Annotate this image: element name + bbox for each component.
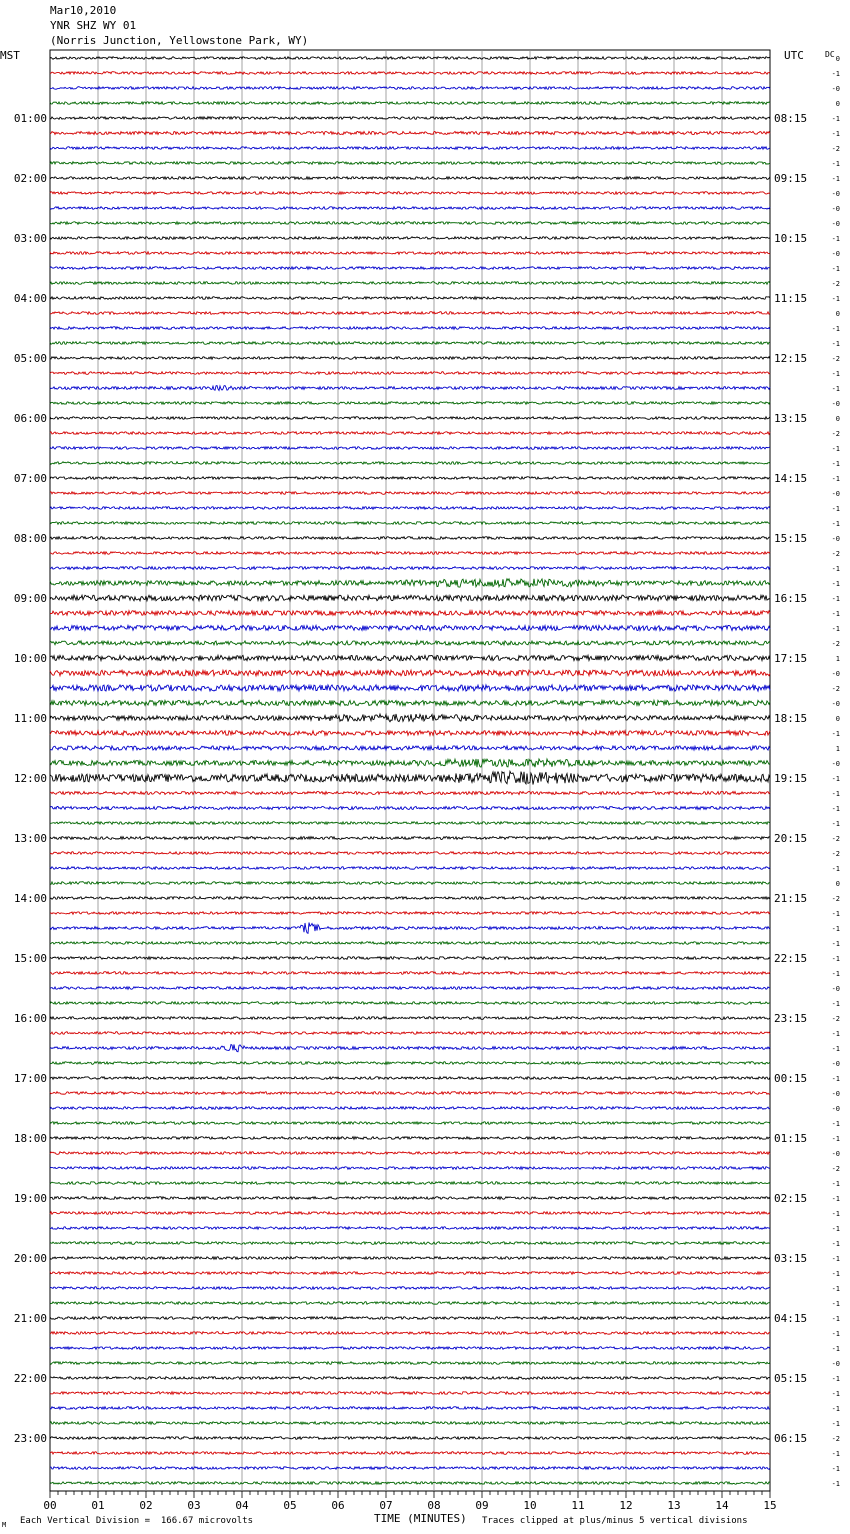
dc-offset-label: -1	[831, 1255, 840, 1263]
dc-offset-label: -1	[831, 955, 840, 963]
seismic-trace	[50, 402, 770, 405]
seismic-trace	[50, 822, 770, 825]
right-hour-label: 03:15	[774, 1252, 808, 1265]
seismic-trace	[50, 102, 770, 105]
dc-offset-label: -0	[831, 535, 840, 543]
dc-offset-label: -1	[831, 1135, 840, 1143]
dc-offset-label: -2	[831, 145, 840, 153]
right-hour-label: 11:15	[774, 292, 808, 305]
dc-offset-label: -1	[831, 1180, 840, 1188]
left-hour-label: 05:00	[13, 352, 47, 365]
dc-offset-label: -2	[831, 895, 840, 903]
dc-offset-label: -2	[831, 430, 840, 438]
right-hour-label: 13:15	[774, 412, 808, 425]
seismic-trace	[50, 282, 770, 285]
dc-offset-label: 1	[835, 745, 840, 753]
left-hour-label: 15:00	[13, 952, 47, 965]
seismic-trace	[50, 1332, 770, 1335]
dc-offset-label: -2	[831, 640, 840, 648]
dc-offset-label: -1	[831, 370, 840, 378]
right-hour-label: 10:15	[774, 232, 808, 245]
dc-offset-label: 0	[835, 415, 840, 423]
seismic-trace	[50, 207, 770, 210]
seismic-trace	[50, 897, 770, 900]
right-hour-label: 20:15	[774, 832, 808, 845]
seismic-trace	[50, 1362, 770, 1365]
seismic-trace	[50, 162, 770, 165]
seismic-trace	[50, 806, 770, 809]
dc-offset-label: -1	[831, 295, 840, 303]
left-hour-label: 06:00	[13, 412, 47, 425]
dc-offset-label: -1	[831, 1405, 840, 1413]
x-tick-label: 02	[139, 1499, 153, 1512]
right-hour-label: 05:15	[774, 1372, 808, 1385]
dc-offset-label: -2	[831, 1435, 840, 1443]
dc-offset-label: -0	[831, 670, 840, 678]
dc-offset-label: -1	[831, 1315, 840, 1323]
seismic-trace	[50, 312, 770, 315]
dc-offset-label: -1	[831, 610, 840, 618]
x-tick-label: 06	[331, 1499, 345, 1512]
left-hour-label: 13:00	[13, 832, 47, 845]
seismic-trace	[50, 1167, 770, 1170]
dc-offset-label: -1	[831, 520, 840, 528]
dc-offset-label: -1	[831, 1465, 840, 1473]
x-tick-label: 04	[235, 1499, 249, 1512]
seismic-trace	[50, 1107, 770, 1110]
dc-offset-label: -1	[831, 1390, 840, 1398]
seismic-trace	[50, 177, 770, 180]
x-tick-label: 05	[283, 1499, 297, 1512]
dc-offset-label: 1	[835, 655, 840, 663]
seismic-trace	[50, 611, 770, 616]
seismic-trace	[50, 567, 770, 570]
right-hour-label: 08:15	[774, 112, 808, 125]
right-zone-label: UTC	[784, 49, 804, 62]
x-tick-label: 00	[43, 1499, 57, 1512]
left-hour-label: 08:00	[13, 532, 47, 545]
dc-offset-label: -1	[831, 940, 840, 948]
left-hour-label: 07:00	[13, 472, 47, 485]
seismic-trace	[50, 1017, 770, 1020]
dc-offset-label: -2	[831, 355, 840, 363]
seismic-trace	[50, 252, 770, 255]
dc-offset-label: -1	[831, 1345, 840, 1353]
seismic-trace	[50, 655, 770, 660]
left-zone-label: MST	[0, 49, 20, 62]
dc-offset-label: -0	[831, 250, 840, 258]
dc-offset-label: -1	[831, 1210, 840, 1218]
seismic-trace	[50, 746, 770, 750]
seismic-trace	[50, 771, 770, 784]
dc-offset-label: -1	[831, 805, 840, 813]
dc-offset-label: -1	[831, 115, 840, 123]
right-hour-label: 17:15	[774, 652, 808, 665]
dc-offset-label: -1	[831, 925, 840, 933]
seismic-trace	[50, 1077, 770, 1080]
seismic-trace	[50, 327, 770, 330]
dc-offset-label: -2	[831, 835, 840, 843]
dc-offset-label: -1	[831, 70, 840, 78]
dc-offset-label: -1	[831, 1300, 840, 1308]
left-hour-label: 23:00	[13, 1432, 47, 1445]
left-hour-label: 22:00	[13, 1372, 47, 1385]
dc-offset-label: -1	[831, 1285, 840, 1293]
seismic-trace	[50, 922, 770, 933]
seismic-trace	[50, 432, 770, 435]
dc-offset-label: -1	[831, 160, 840, 168]
seismic-trace	[50, 837, 770, 840]
right-hour-label: 00:15	[774, 1072, 808, 1085]
left-hour-label: 18:00	[13, 1132, 47, 1145]
dc-offset-label: -1	[831, 730, 840, 738]
dc-offset-label: -1	[831, 775, 840, 783]
header-location: (Norris Junction, Yellowstone Park, WY)	[50, 34, 309, 47]
dc-offset-label: -2	[831, 550, 840, 558]
seismic-trace	[50, 714, 770, 722]
seismic-trace	[50, 1422, 770, 1425]
seismic-trace	[50, 237, 770, 240]
dc-offset-label: -1	[831, 475, 840, 483]
dc-offset-label: -0	[831, 700, 840, 708]
dc-offset-label: -1	[831, 265, 840, 273]
seismic-trace	[50, 477, 770, 480]
seismic-trace	[50, 297, 770, 300]
dc-offset-label: -0	[831, 220, 840, 228]
dc-offset-label: -1	[831, 1000, 840, 1008]
dc-offset-label: -1	[831, 505, 840, 513]
dc-offset-label: -2	[831, 685, 840, 693]
seismic-trace	[50, 447, 770, 450]
dc-offset-label: -1	[831, 1045, 840, 1053]
x-tick-label: 11	[571, 1499, 585, 1512]
dc-offset-label: -1	[831, 1225, 840, 1233]
seismic-trace	[50, 1437, 770, 1440]
dc-offset-label: -0	[831, 985, 840, 993]
dc-offset-label: -0	[831, 760, 840, 768]
x-tick-label: 07	[379, 1499, 393, 1512]
seismic-trace	[50, 957, 770, 960]
dc-offset-label: -1	[831, 460, 840, 468]
seismic-trace	[50, 357, 770, 360]
seismic-trace	[50, 670, 770, 676]
dc-offset-label: -0	[831, 1060, 840, 1068]
seismic-trace	[50, 1287, 770, 1290]
seismic-trace	[50, 1044, 770, 1051]
left-hour-label: 21:00	[13, 1312, 47, 1325]
seismic-trace	[50, 852, 770, 855]
right-hour-label: 01:15	[774, 1132, 808, 1145]
left-hour-label: 01:00	[13, 112, 47, 125]
dc-offset-label: -1	[831, 1375, 840, 1383]
dc-offset-label: -1	[831, 340, 840, 348]
dc-offset-label: -1	[831, 1450, 840, 1458]
dc-offset-label: -1	[831, 820, 840, 828]
seismic-trace	[50, 1317, 770, 1320]
left-hour-label: 11:00	[13, 712, 47, 725]
x-tick-label: 10	[523, 1499, 537, 1512]
dc-offset-label: -1	[831, 865, 840, 873]
dc-offset-label: -1	[831, 325, 840, 333]
seismic-trace	[50, 72, 770, 75]
seismic-trace	[50, 912, 770, 915]
dc-offset-label: -1	[831, 580, 840, 588]
left-hour-label: 10:00	[13, 652, 47, 665]
seismic-trace	[50, 222, 770, 225]
dc-offset-label: -1	[831, 1330, 840, 1338]
seismic-trace	[50, 507, 770, 510]
seismic-trace	[50, 87, 770, 90]
right-hour-label: 18:15	[774, 712, 808, 725]
left-hour-label: 20:00	[13, 1252, 47, 1265]
seismic-trace	[50, 1302, 770, 1305]
right-hour-label: 09:15	[774, 172, 808, 185]
dc-offset-label: -0	[831, 205, 840, 213]
dc-offset-label: 0	[835, 715, 840, 723]
x-tick-label: 08	[427, 1499, 441, 1512]
left-hour-label: 19:00	[13, 1192, 47, 1205]
seismic-trace	[50, 1392, 770, 1395]
seismic-trace	[50, 1092, 770, 1095]
dc-offset-label: 0	[835, 880, 840, 888]
right-hour-label: 21:15	[774, 892, 808, 905]
seismic-trace	[50, 942, 770, 945]
seismic-trace	[50, 1347, 770, 1350]
seismic-trace	[50, 1032, 770, 1035]
dc-offset-label: -1	[831, 175, 840, 183]
right-hour-label: 23:15	[774, 1012, 808, 1025]
seismic-trace	[50, 1212, 770, 1215]
seismic-trace	[50, 1482, 770, 1485]
right-hour-label: 04:15	[774, 1312, 808, 1325]
seismic-trace	[50, 417, 770, 420]
seismic-trace	[50, 1377, 770, 1380]
x-tick-label: 14	[715, 1499, 729, 1512]
right-hour-label: 15:15	[774, 532, 808, 545]
right-hour-label: 19:15	[774, 772, 808, 785]
dc-offset-label: -0	[831, 1150, 840, 1158]
dc-offset-label: 0	[835, 100, 840, 108]
seismic-trace	[50, 759, 770, 767]
seismic-trace	[50, 731, 770, 736]
dc-offset-label: -0	[831, 400, 840, 408]
seismic-trace	[50, 987, 770, 990]
seismic-trace	[50, 522, 770, 525]
dc-offset-label: -2	[831, 1165, 840, 1173]
seismic-trace	[50, 131, 770, 134]
dc-offset-label: -0	[831, 1105, 840, 1113]
dc-offset-label: -1	[831, 970, 840, 978]
seismic-trace	[50, 972, 770, 975]
dc-offset-label: -1	[831, 1030, 840, 1038]
seismic-trace	[50, 1452, 770, 1455]
x-tick-label: 13	[667, 1499, 681, 1512]
right-hour-label: 16:15	[774, 592, 808, 605]
dc-offset-label: -1	[831, 445, 840, 453]
seismic-trace	[50, 1152, 770, 1155]
dc-offset-label: -1	[831, 130, 840, 138]
vertical-division-note: Each Vertical Division = 166.67 microvolts	[20, 1516, 253, 1526]
dc-offset-label: 0	[835, 310, 840, 318]
seismic-trace	[50, 1467, 770, 1470]
dc-offset-label: -1	[831, 1420, 840, 1428]
seismic-trace	[50, 595, 770, 601]
dc-offset-label: -1	[831, 595, 840, 603]
x-tick-label: 03	[187, 1499, 201, 1512]
seismic-trace	[50, 462, 770, 465]
dc-offset-label: -1	[831, 385, 840, 393]
clip-note: Traces clipped at plus/minus 5 vertical divisions	[482, 1516, 748, 1526]
dc-offset-label: -1	[831, 910, 840, 918]
seismic-trace	[50, 192, 770, 195]
plot-frame	[50, 50, 770, 1491]
seismic-trace	[50, 1197, 770, 1200]
seismic-trace	[50, 1137, 770, 1140]
seismic-trace	[50, 1122, 770, 1125]
right-hour-label: 06:15	[774, 1432, 808, 1445]
seismic-trace	[50, 386, 770, 391]
left-hour-label: 04:00	[13, 292, 47, 305]
seismic-trace	[50, 1257, 770, 1260]
seismic-trace	[50, 641, 770, 645]
dc-offset-label: -0	[831, 190, 840, 198]
seismic-trace	[50, 552, 770, 555]
left-hour-label: 16:00	[13, 1012, 47, 1025]
seismic-trace	[50, 1062, 770, 1065]
dc-offset-label: -0	[831, 490, 840, 498]
left-hour-label: 12:00	[13, 772, 47, 785]
seismic-trace	[50, 1242, 770, 1245]
right-hour-label: 02:15	[774, 1192, 808, 1205]
left-hour-label: 14:00	[13, 892, 47, 905]
dc-offset-label: -1	[831, 235, 840, 243]
dc-offset-label: -1	[831, 1270, 840, 1278]
seismic-trace	[50, 1227, 770, 1230]
seismic-trace	[50, 791, 770, 794]
dc-offset-label: -2	[831, 280, 840, 288]
seismic-trace	[50, 1407, 770, 1410]
dc-offset-label: -1	[831, 1075, 840, 1083]
dc-offset-label: -1	[831, 565, 840, 573]
dc-offset-label: -2	[831, 1015, 840, 1023]
left-hour-label: 17:00	[13, 1072, 47, 1085]
x-axis-title: TIME (MINUTES)	[374, 1512, 467, 1525]
dc-offset-label: -0	[831, 85, 840, 93]
dc-offset-label: -1	[831, 790, 840, 798]
dc-offset-label: -1	[831, 1195, 840, 1203]
seismic-trace	[50, 700, 770, 705]
seismic-trace	[50, 117, 770, 120]
seismic-trace	[50, 625, 770, 630]
header-date: Mar10,2010	[50, 4, 117, 17]
dc-offset-label: -0	[831, 1090, 840, 1098]
corner-mark: M	[2, 1521, 7, 1529]
x-tick-label: 15	[763, 1499, 777, 1512]
dc-offset-label: -1	[831, 1480, 840, 1488]
seismic-trace	[50, 867, 770, 870]
x-tick-label: 01	[91, 1499, 105, 1512]
seismic-trace	[50, 882, 770, 885]
seismic-trace	[50, 1182, 770, 1185]
x-tick-label: 09	[475, 1499, 489, 1512]
seismic-trace	[50, 372, 770, 375]
dc-offset-label: -1	[831, 1240, 840, 1248]
left-hour-label: 02:00	[13, 172, 47, 185]
seismic-trace	[50, 57, 770, 60]
header-station: YNR SHZ WY 01	[50, 19, 137, 32]
dc-label: DC	[825, 50, 835, 59]
dc-offset-label: -1	[831, 625, 840, 633]
right-hour-label: 14:15	[774, 472, 808, 485]
seismic-trace	[50, 685, 770, 691]
seismic-trace	[50, 537, 770, 540]
seismic-trace	[50, 342, 770, 345]
left-hour-label: 03:00	[13, 232, 47, 245]
seismic-trace	[50, 147, 770, 150]
seismic-trace	[50, 1002, 770, 1005]
seismic-trace	[50, 1272, 770, 1275]
left-hour-label: 09:00	[13, 592, 47, 605]
right-hour-label: 22:15	[774, 952, 808, 965]
seismic-trace	[50, 267, 770, 270]
dc-offset-label: -2	[831, 850, 840, 858]
dc-offset-label: -0	[831, 1360, 840, 1368]
dc-offset-label: -1	[831, 1120, 840, 1128]
right-hour-label: 12:15	[774, 352, 808, 365]
seismic-trace	[50, 492, 770, 495]
seismic-trace	[50, 579, 770, 587]
x-tick-label: 12	[619, 1499, 633, 1512]
dc-offset-label: 0	[835, 55, 840, 63]
